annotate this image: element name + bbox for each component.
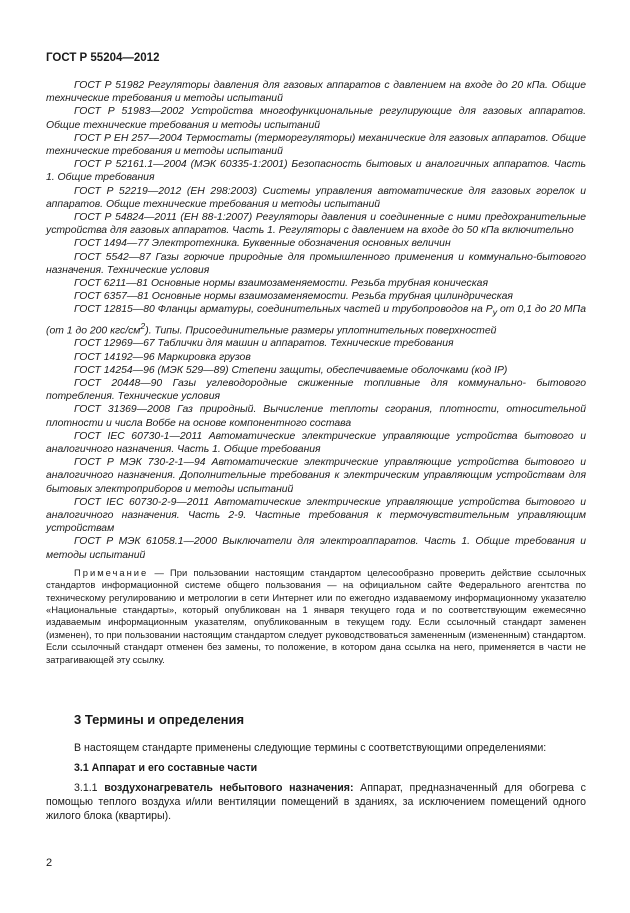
ref-text: от 0,1 до 20 МПа (от 1 до 200 кгс/см [46, 304, 586, 337]
page-number: 2 [46, 857, 53, 869]
section-terms [46, 712, 586, 823]
reference-item: ГОСТ 5542—87 Газы горючие природные для промышленного применения и коммунально-бытового назначения. Технические условия [46, 251, 586, 276]
reference-item: ГОСТ Р ЕН 257—2004 Термостаты (терморегуляторы) механические для газовых аппаратов. Общие технические требования и методы испытаний [46, 132, 586, 158]
normative-references [46, 79, 586, 666]
reference-item: ГОСТ Р 51982 Регуляторы давления для газовых аппаратов с давлением на входе до 20 кПа. Общие технические требования и методы испытаний [46, 80, 586, 105]
reference-item: ГОСТ 6357—81 Основные нормы взаимозаменяемости. Резьба трубная цилиндрическая [74, 291, 513, 303]
term-number: 3.1.1 [74, 782, 105, 794]
reference-item-12815 [46, 303, 586, 337]
note-text: — При пользовании настоящим стандартом целесообразно проверить действие ссылочных стандартов информационной системе общего пользования — на официальном сайте Федерального агентства по техническому регулированию и метрологии в сети Интернет или по ежегодно издаваемому информационному указателю «Национальные стандарты», который опубликован на 1 января текущего года и по соответствующим ежемесячно издаваемым информационным указателям, опубликованным в текущем году. Если ссылочный стандарт заменен (изменен), то при пользовании настоящим стандартом следует руководствоваться замененным (измененным) стандартом. Если ссылочный стандарт отменен без замены, то положение, в котором дана ссылка на него, применяется в части не затрагивающей эту ссылку. [46, 566, 586, 665]
reference-item: ГОСТ 6211—81 Основные нормы взаимозаменяемости. Резьба трубная коническая [74, 278, 488, 290]
reference-item: ГОСТ 14192—96 Маркировка грузов [74, 351, 251, 363]
document-header: ГОСТ Р 55204—2012 [46, 52, 160, 64]
note-paragraph [46, 567, 586, 666]
reference-item: ГОСТ Р 51983—2002 Устройства многофункциональные регулирующие для газовых аппаратов. Общие технические требования и методы испытаний [46, 106, 586, 131]
reference-item: ГОСТ 14254—96 (МЭК 529—89) Степени защиты, обеспечиваемые оболочками (код IP) [74, 364, 508, 376]
reference-item: ГОСТ Р 52219—2012 (ЕН 298:2003) Системы управления автоматические для газовых горелок и аппаратов. Общие технические требования и методы испытаний [46, 185, 586, 210]
ref-subscript: у [492, 307, 498, 318]
term-name: воздухонагреватель небытового назначения: [104, 782, 354, 794]
reference-item: ГОСТ 1494—77 Электротехника. Буквенные обозначения основных величин [74, 238, 451, 250]
reference-item: ГОСТ IEC 60730-1—2011 Автоматические электрические управляющие устройства бытового и аналогичного назначения. Часть 1. Общие требования [46, 430, 586, 456]
reference-item: ГОСТ Р 54824—2011 (ЕН 88-1:2007) Регуляторы давления и соединенные с ними предохранительные устройства для газовых аппаратов. Часть 1. Регуляторы с давлением на входе до 50 кПа включительно [46, 212, 586, 237]
note-label: Примечание [74, 566, 149, 578]
ref-text: ГОСТ 12815—80 Фланцы арматуры, соединительных частей и трубопроводов на P [74, 304, 493, 316]
section-intro: В настоящем стандарте применены следующие термины с соответствующими определениями: [74, 742, 547, 754]
reference-item: ГОСТ Р МЭК 730-2-1—94 Автоматические электрические управляющие устройства бытового и аналогичного назначения. Дополнительные требования к электрическим управляющим устройствам для бытовых электроприборов и методы испытаний [46, 457, 586, 495]
reference-item: ГОСТ 12969—67 Таблички для машин и аппаратов. Технические требования [74, 338, 454, 350]
reference-item: ГОСТ 31369—2008 Газ природный. Вычисление теплоты сгорания, плотности, относительной плотности и числа Воббе на основе компонентного состава [46, 404, 586, 429]
ref-superscript: 2 [140, 320, 146, 331]
subsection-title: 3.1 Аппарат и его составные части [74, 762, 258, 774]
section-title: 3 Термины и определения [74, 712, 245, 727]
term-definition [46, 781, 586, 823]
ref-text: ). Типы. Присоединительные размеры уплотнительных поверхностей [145, 325, 497, 337]
reference-item: ГОСТ IEC 60730-2-9—2011 Автоматические электрические управляющие устройства бытового и аналогичного назначения. Часть 2-9. Частные требования к термочувствительным управляющим устройствам [46, 496, 586, 535]
reference-item: ГОСТ Р МЭК 61058.1—2000 Выключатели для электроаппаратов. Часть 1. Общие требования и методы испытаний [46, 536, 586, 561]
term-text: Аппарат, предназначенный для обогрева с помощью теплого воздуха и/или вентиляции помещений в зданиях, за исключением помещений одного жилого блока (квартиры). [46, 782, 586, 822]
reference-item: ГОСТ Р 52161.1—2004 (МЭК 60335-1:2001) Безопасность бытовых и аналогичных аппаратов. Часть 1. Общие требования [46, 159, 586, 184]
reference-item: ГОСТ 20448—90 Газы углеводородные сжиженные топливные для коммунально- бытового потребления. Технические условия [46, 378, 586, 403]
